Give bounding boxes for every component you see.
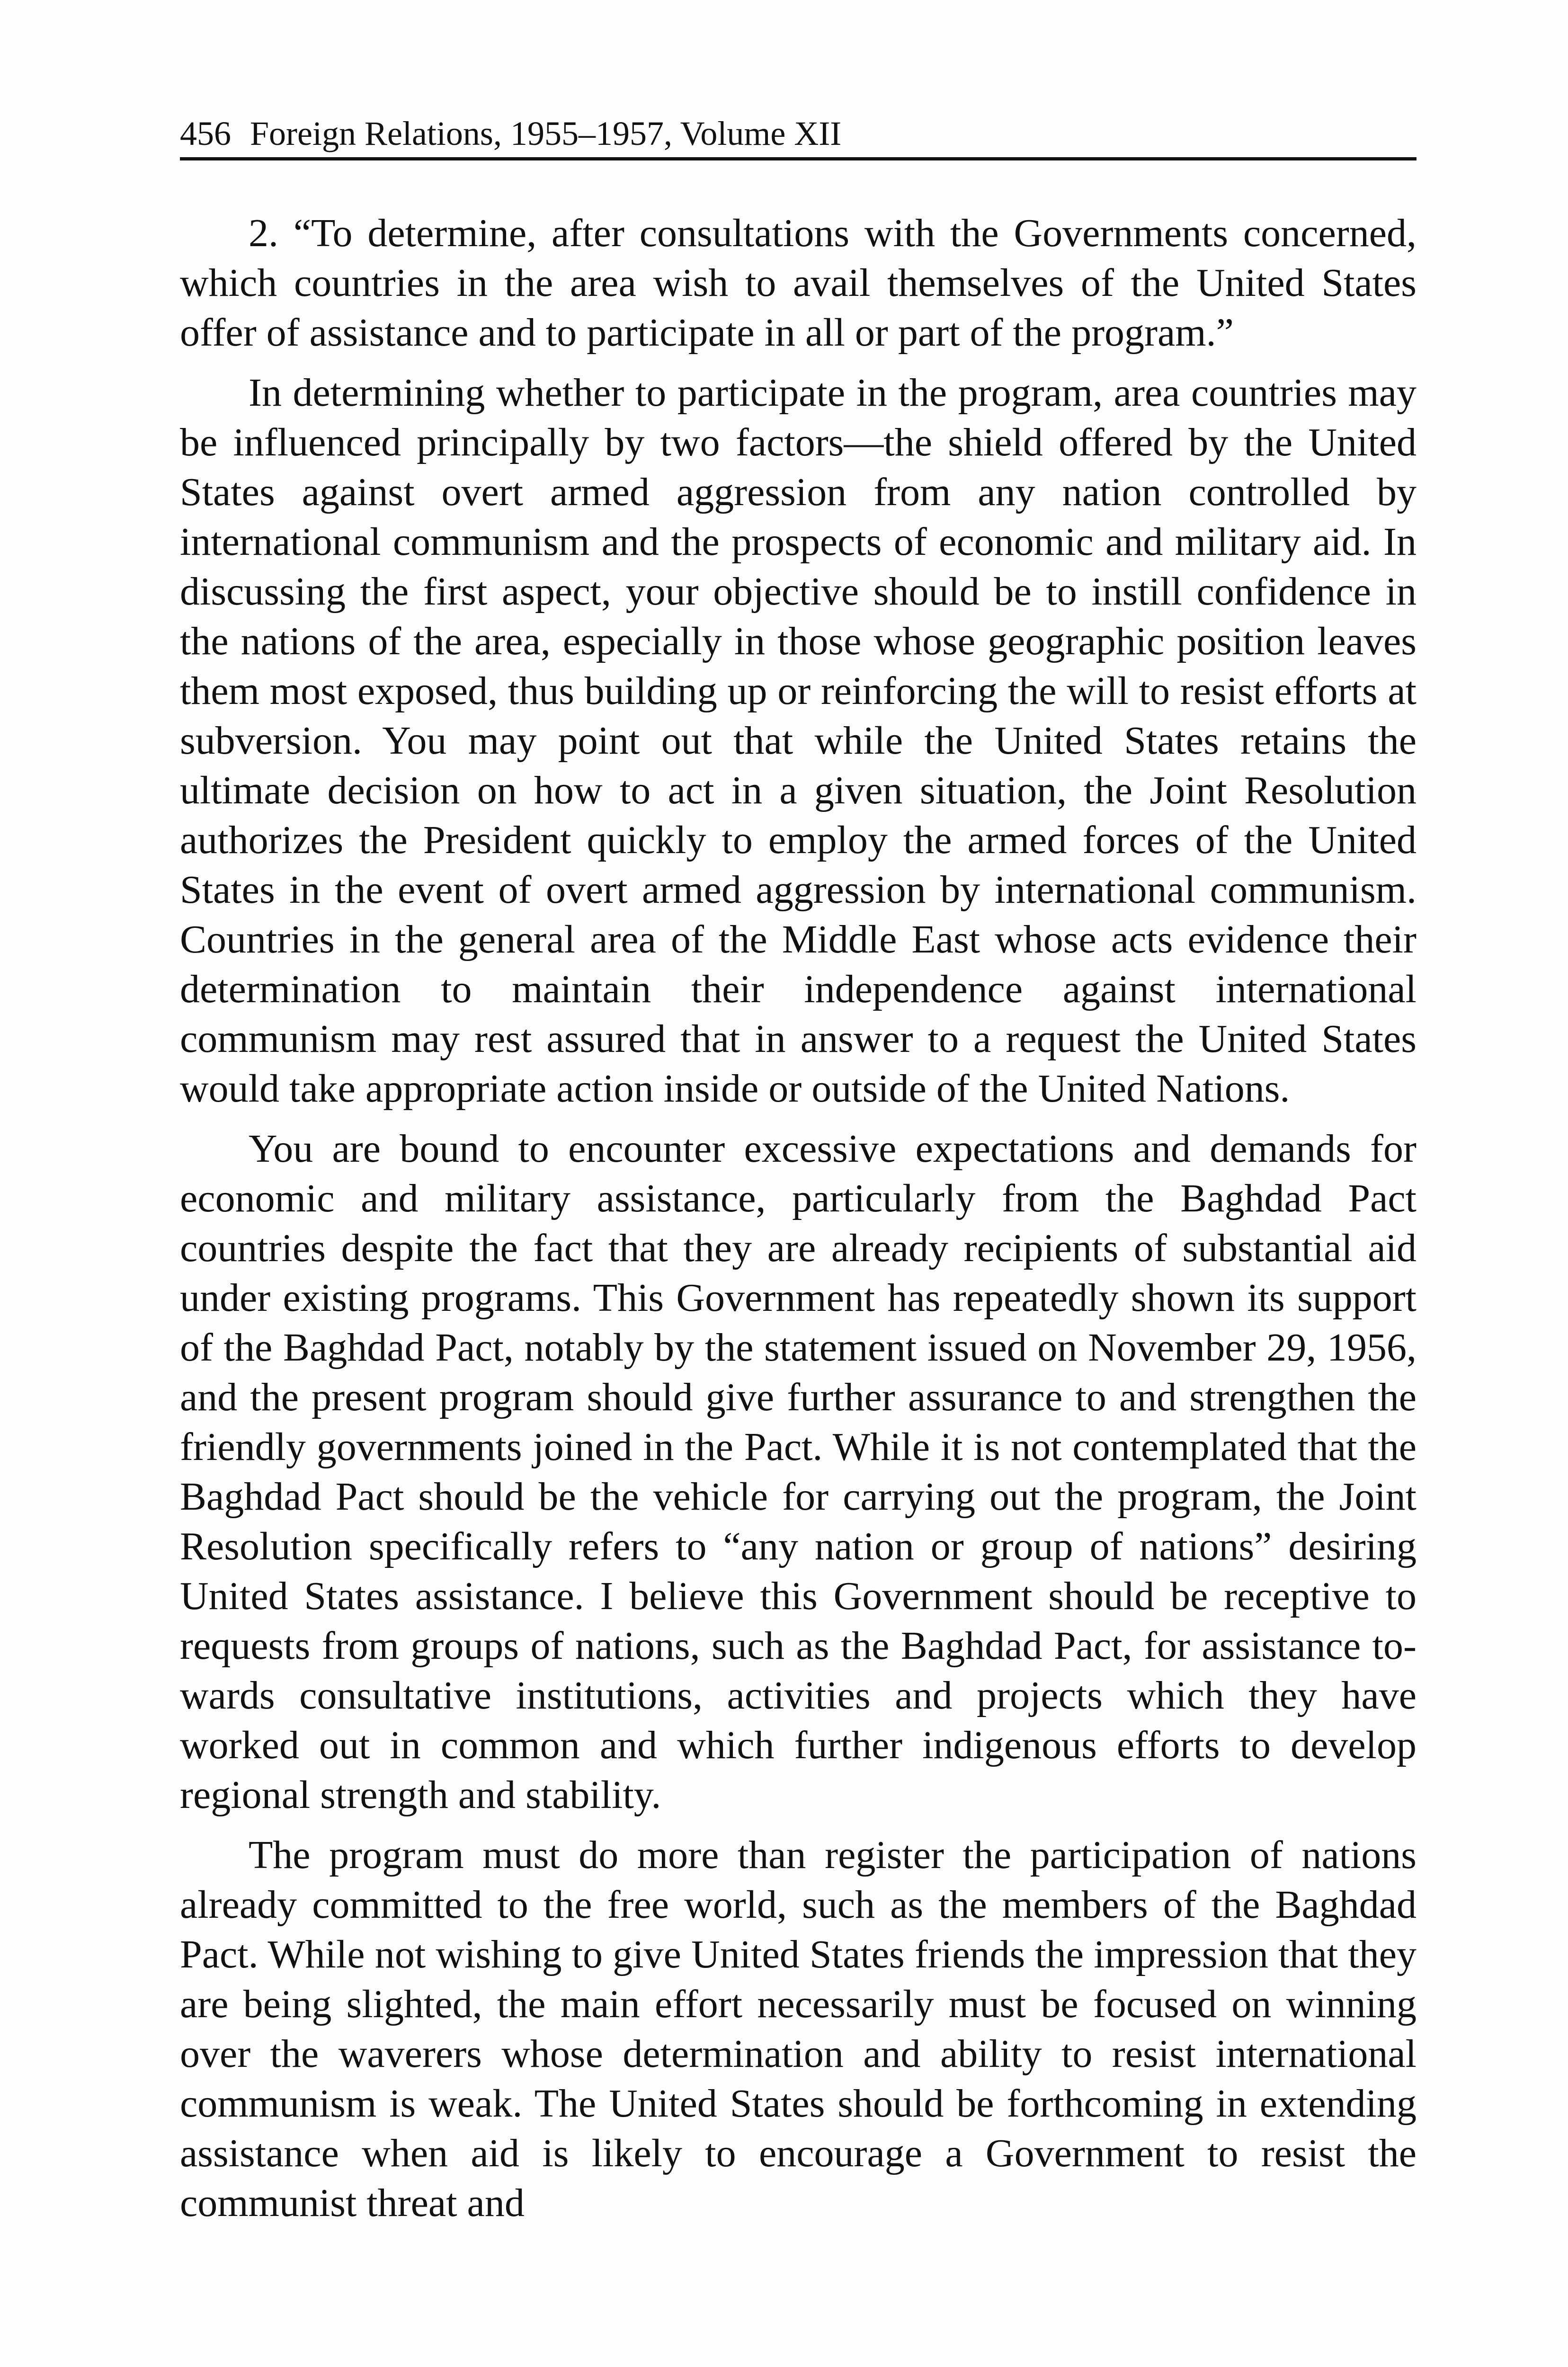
- body-text: [180, 208, 1417, 2238]
- running-head: [180, 110, 1417, 160]
- paragraph: 2. “To determine, after consultations with the Governments concerned, which countries in the area wish to avail themselves of the United States offer of assistance and to participate in all or part of the program.”: [180, 211, 1417, 355]
- paragraph: The program must do more than register the participation of nations already committed to the free world, such as the members of the Baghdad Pact. While not wishing to give United States friends the impression that they are being slighted, the main effort necessarily must be focused on winning over the waverers whose determination and ability to resist international communism is weak. The United States should be forthcoming in extending assistance when aid is likely to encourage a Government to resist the communist threat and: [180, 1833, 1417, 2225]
- running-title: Foreign Relations, 1955–1957, Volume XII: [250, 115, 842, 152]
- paragraph: In determining whether to participate in the program, area countries may be influenced principally by two factors—the shield offered by the United States against overt armed aggression from any nation controlled by international communism and the prospects of economic and military aid. In discussing the first aspect, your objective should be to instill confidence in the nations of the area, especially in those whose geographic position leaves them most exposed, thus building up or reinforcing the will to resist efforts at subversion. You may point out that while the United States retains the ultimate decision on how to act in a given situation, the Joint Resolution authorizes the President quickly to employ the armed forces of the United States in the event of overt armed aggression by international communism. Countries in the general area of the Middle East whose acts evidence their determination to maintain their independence against international communism may rest assured that in answer to a request the United States would take appropriate action inside or outside of the United Nations.: [180, 371, 1417, 1111]
- paragraph: You are bound to encounter excessive expectations and demands for economic and military assistance, particularly from the Baghdad Pact countries despite the fact that they are already recipients of substantial aid under existing programs. This Government has repeatedly shown its support of the Baghdad Pact, notably by the statement issued on November 29, 1956, and the present program should give further assurance to and strengthen the friendly governments joined in the Pact. While it is not contemplated that the Baghdad Pact should be the vehicle for carrying out the program, the Joint Resolution specifically refers to “any nation or group of nations” desiring United States assistance. I believe this Government should be receptive to requests from groups of nations, such as the Baghdad Pact, for assistance towards consultative institutions, activities and projects which they have worked out in common and which further indigenous efforts to develop regional strength and stability.: [180, 1127, 1417, 1817]
- page-number: 456: [180, 115, 231, 152]
